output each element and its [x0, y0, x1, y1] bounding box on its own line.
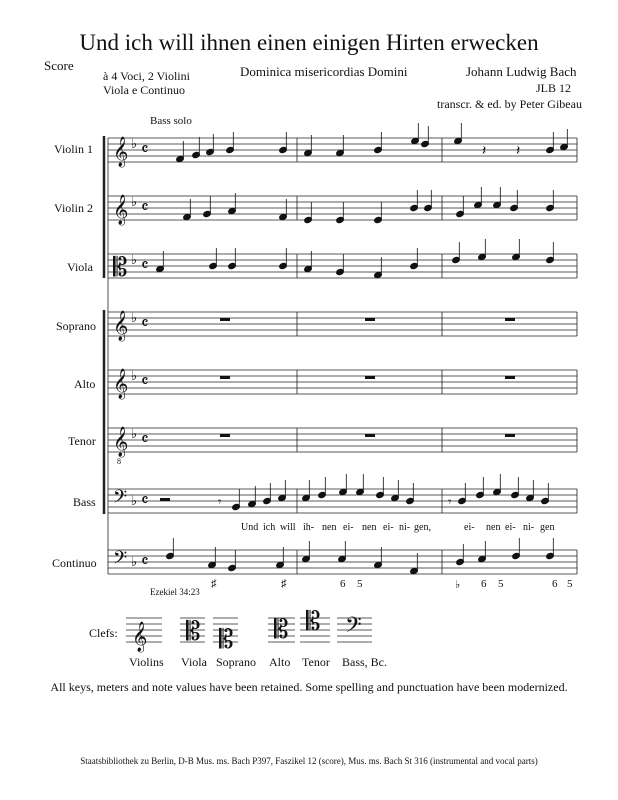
- score-label: Score: [44, 58, 74, 73]
- clef-name-tenor: Tenor: [302, 655, 330, 669]
- clef-name-violins: Violins: [129, 655, 164, 669]
- common-time-icon: 𝄴: [141, 198, 149, 217]
- tempo-marking: Bass solo: [150, 115, 192, 127]
- page-title: Und ich will ihnen einen einigen Hirten erwecken: [79, 30, 539, 55]
- legend-clef-icon: 𝄞: [132, 622, 148, 651]
- flat-icon: ♭: [131, 426, 138, 441]
- treble-clef-icon: 𝄞: [113, 137, 129, 166]
- lyric: nen: [486, 522, 501, 533]
- legend-clef-icon: 𝄡: [306, 607, 321, 636]
- lyric: will: [280, 522, 296, 533]
- treble-clef-icon: 𝄞: [113, 427, 129, 456]
- instrumentation-line-2: Viola e Continuo: [103, 83, 185, 97]
- octave-eight-icon: 8: [117, 457, 121, 466]
- figure: 5: [498, 578, 504, 590]
- figure: 6: [481, 578, 487, 590]
- lyric: ich: [263, 522, 276, 533]
- figure: ♭: [455, 579, 461, 591]
- part-name-violin-1: Violin 1: [54, 142, 93, 156]
- lyric: ni-: [399, 522, 411, 533]
- part-name-bass: Bass: [73, 495, 96, 509]
- bass-clef-icon: 𝄢: [113, 547, 128, 572]
- common-time-icon: 𝄴: [141, 430, 149, 449]
- figure: 5: [567, 578, 573, 590]
- part-name-alto: Alto: [74, 377, 96, 391]
- legend-clef-icon: 𝄡: [186, 617, 201, 646]
- clef-name-viola: Viola: [181, 655, 207, 669]
- flat-icon: ♭: [131, 252, 138, 267]
- catalog-number: JLB 12: [536, 81, 572, 95]
- transcription-credit: transcr. & ed. by Peter Gibeau: [437, 97, 582, 111]
- clef-name-alto: Alto: [269, 655, 291, 669]
- treble-clef-icon: 𝄞: [113, 311, 129, 340]
- flat-icon: ♭: [131, 310, 138, 325]
- quarter-rest-icon: 𝄽: [482, 144, 487, 159]
- quarter-rest-icon: 𝄽: [516, 144, 521, 159]
- flat-icon: ♭: [131, 136, 138, 151]
- figure: ♯: [211, 578, 217, 590]
- legend-clef-icon: 𝄢: [345, 613, 362, 642]
- lyric: nen: [362, 522, 377, 533]
- common-time-icon: 𝄴: [141, 314, 149, 333]
- treble-clef-icon: 𝄞: [113, 195, 129, 224]
- lyric: ei-: [505, 522, 516, 533]
- lyric: ih-: [303, 522, 315, 533]
- subtitle: Dominica misericordias Domini: [240, 64, 408, 79]
- common-time-icon: 𝄴: [141, 552, 149, 571]
- legend-clef-icon: 𝄡: [274, 615, 289, 644]
- clef-name-soprano: Soprano: [216, 655, 256, 669]
- lyric: ei-: [383, 522, 394, 533]
- part-name-soprano: Soprano: [56, 319, 96, 333]
- lyric: gen,: [414, 522, 431, 533]
- lyric: ei-: [343, 522, 354, 533]
- composer: Johann Ludwig Bach: [466, 64, 577, 79]
- figure: 6: [340, 578, 346, 590]
- figure: 6: [552, 578, 558, 590]
- legend-clef-icon: 𝄡: [219, 625, 234, 654]
- common-time-icon: 𝄴: [141, 491, 149, 510]
- treble-clef-icon: 𝄞: [113, 369, 129, 398]
- eighth-rest-icon: 𝄾: [448, 494, 452, 509]
- eighth-rest-icon: 𝄾: [218, 494, 222, 509]
- flat-icon: ♭: [131, 554, 138, 569]
- figure: 5: [357, 578, 363, 590]
- lyric: ei-: [464, 522, 475, 533]
- lyric: nen: [322, 522, 337, 533]
- figure: ♯: [281, 578, 287, 590]
- lyric: ni-: [523, 522, 535, 533]
- clefs-label: Clefs:: [89, 626, 118, 640]
- flat-icon: ♭: [131, 493, 138, 508]
- scripture-reference: Ezekiel 34:23: [150, 587, 200, 597]
- part-name-tenor: Tenor: [68, 434, 96, 448]
- lyric: gen: [540, 522, 555, 533]
- flat-icon: ♭: [131, 194, 138, 209]
- part-name-viola: Viola: [67, 260, 93, 274]
- common-time-icon: 𝄴: [141, 256, 149, 275]
- flat-icon: ♭: [131, 368, 138, 383]
- instrumentation-line-1: à 4 Voci, 2 Violini: [103, 69, 190, 83]
- common-time-icon: 𝄴: [141, 372, 149, 391]
- source-note: Staatsbibliothek zu Berlin, D-B Mus. ms. Bach P397, Faszikel 12 (score), Mus. ms. Bach St 316 (instrumental and vocal parts): [80, 756, 538, 766]
- bass-clef-icon: 𝄢: [113, 486, 128, 511]
- editorial-note: All keys, meters and note values have been retained. Some spelling and punctuation have been modernized.: [50, 680, 568, 694]
- lyric: Und: [241, 522, 259, 533]
- part-name-continuo: Continuo: [52, 556, 97, 570]
- clef-name-bass-bc: Bass, Bc.: [342, 655, 387, 669]
- alto-clef-icon: 𝄡: [113, 253, 128, 282]
- part-name-violin-2: Violin 2: [54, 201, 93, 215]
- common-time-icon: 𝄴: [141, 140, 149, 159]
